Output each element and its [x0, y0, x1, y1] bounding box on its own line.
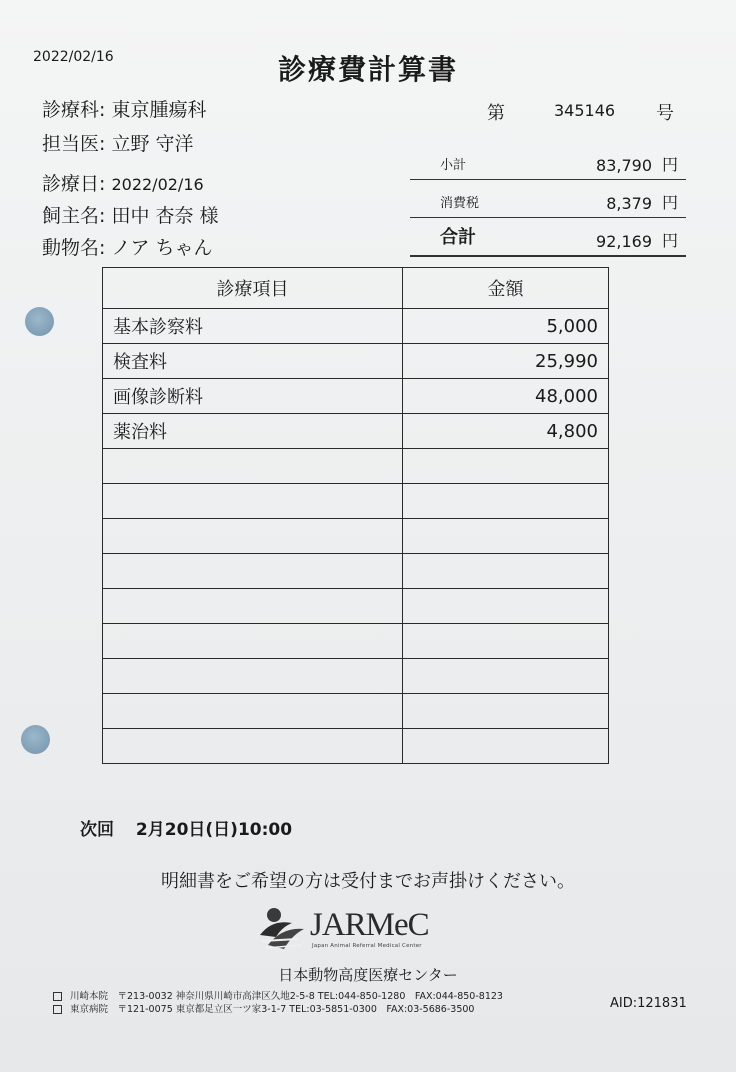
owner-label: 飼主名: — [42, 205, 106, 227]
doctor-row — [42, 129, 194, 156]
department-label: 診療科: — [42, 99, 106, 121]
amount-cell — [403, 554, 609, 589]
checkbox-icon — [53, 992, 62, 1001]
visit-date-row — [42, 169, 204, 196]
next-visit-label: 次回 — [80, 820, 114, 840]
table-row — [103, 659, 609, 694]
table-row — [103, 379, 609, 414]
animal-row — [42, 233, 213, 260]
amount-cell — [403, 449, 609, 484]
subtotal-value: 83,790 — [596, 156, 652, 175]
table-row — [103, 484, 609, 519]
punch-hole-top — [25, 307, 54, 336]
item-cell: 画像診断料 — [103, 379, 403, 414]
amount-cell — [403, 589, 609, 624]
total-currency: 円 — [661, 231, 678, 250]
address-text: 東京病院 〒121-0075 東京都足立区一ツ家3-1-7 TEL:03-5851-0300 FAX:03-5686-3500 — [70, 1004, 475, 1015]
column-header-amount: 金額 — [403, 268, 609, 309]
address-tokyo — [53, 1001, 474, 1015]
item-cell — [103, 729, 403, 764]
owner-row — [42, 201, 219, 228]
item-cell: 薬治料 — [103, 414, 403, 449]
address-text: 川崎本院 〒213-0032 神奈川県川崎市高津区久地2-5-8 TEL:044-850-1280 FAX:044-850-8123 — [70, 991, 503, 1002]
total-value: 92,169 — [596, 232, 652, 251]
total-label: 合計 — [440, 227, 476, 248]
next-visit — [80, 815, 292, 840]
table-header-row — [103, 268, 609, 309]
owner-value: 田中 杏奈 様 — [111, 205, 219, 227]
tax-currency: 円 — [661, 193, 678, 212]
tax-label: 消費税 — [440, 196, 480, 211]
amount-cell — [403, 519, 609, 554]
item-cell — [103, 449, 403, 484]
amount-cell — [403, 729, 609, 764]
tax-value: 8,379 — [606, 194, 652, 213]
subtotal-label: 小計 — [440, 158, 467, 173]
item-cell — [103, 519, 403, 554]
issue-date: 2022/02/16 — [33, 49, 114, 65]
tax-row — [410, 189, 686, 218]
amount-cell — [403, 694, 609, 729]
amount-cell: 4,800 — [403, 414, 609, 449]
amount-cell: 25,990 — [403, 344, 609, 379]
document-number: 345146 — [554, 101, 616, 120]
department-row — [42, 95, 206, 122]
amount-cell — [403, 659, 609, 694]
item-cell — [103, 484, 403, 519]
number-suffix: 号 — [656, 103, 674, 124]
subtotal-currency: 円 — [661, 155, 678, 174]
table-row — [103, 729, 609, 764]
jarmec-logo — [258, 905, 448, 955]
visit-date-value: 2022/02/16 — [111, 175, 204, 194]
next-visit-date: 2月20日(日)10:00 — [135, 820, 293, 840]
doctor-label: 担当医: — [42, 133, 106, 155]
logo-mark-icon — [258, 905, 308, 953]
amount-cell — [403, 624, 609, 659]
item-cell — [103, 554, 403, 589]
table-row — [103, 519, 609, 554]
fee-table — [102, 267, 609, 764]
animal-label: 動物名: — [42, 237, 106, 259]
amount-cell: 5,000 — [403, 309, 609, 344]
logo-subtitle: Japan Animal Referral Medical Center — [312, 943, 422, 949]
item-cell — [103, 624, 403, 659]
item-cell: 検査料 — [103, 344, 403, 379]
table-row — [103, 624, 609, 659]
amount-cell — [403, 484, 609, 519]
item-cell — [103, 589, 403, 624]
item-cell — [103, 659, 403, 694]
amount-cell: 48,000 — [403, 379, 609, 414]
animal-value: ノア ちゃん — [111, 237, 213, 259]
table-row — [103, 309, 609, 344]
logo-wordmark: JARMeC — [310, 907, 429, 943]
table-row — [103, 344, 609, 379]
notice-text: 明細書をご希望の方は受付までお声掛けください。 — [161, 871, 575, 892]
item-cell: 基本診察料 — [103, 309, 403, 344]
table-row — [103, 414, 609, 449]
table-row — [103, 694, 609, 729]
item-cell — [103, 694, 403, 729]
number-prefix: 第 — [487, 103, 505, 124]
doctor-value: 立野 守洋 — [111, 133, 194, 155]
address-kawasaki — [53, 988, 503, 1002]
department-value: 東京腫瘍科 — [111, 99, 207, 121]
table-row — [103, 589, 609, 624]
column-header-item: 診療項目 — [103, 268, 403, 309]
table-row — [103, 554, 609, 589]
punch-hole-bottom — [21, 725, 50, 754]
visit-date-label: 診療日: — [42, 173, 106, 195]
document-title: 診療費計算書 — [277, 53, 458, 86]
total-row — [410, 227, 686, 257]
table-row — [103, 449, 609, 484]
center-name: 日本動物高度医療センター — [278, 966, 458, 984]
aid-code: AID:121831 — [610, 996, 687, 1011]
subtotal-row — [410, 151, 686, 180]
checkbox-icon — [53, 1005, 62, 1014]
